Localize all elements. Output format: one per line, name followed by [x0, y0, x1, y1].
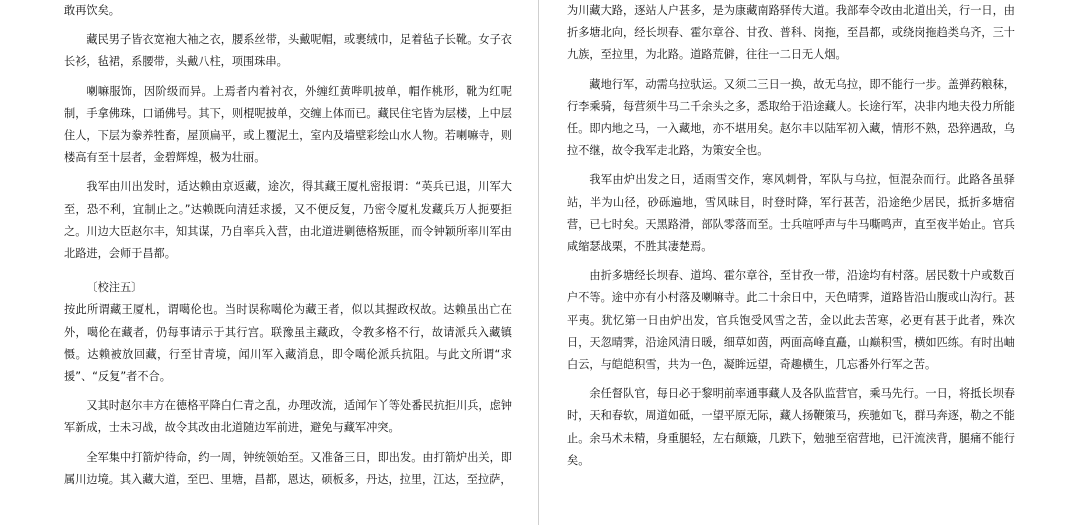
note-title: 〔校注五〕	[86, 281, 143, 295]
paragraph: 藏民男子皆衣宽袍大袖之衣，腰系丝带，头戴呢帽，或裹绒巾，足着毡子长靴。女子衣长衫，毡裙，系腰带，头戴八柱，项围珠串。	[64, 33, 512, 69]
paragraph: 敢再饮矣。	[64, 4, 120, 17]
page-divider	[538, 0, 539, 525]
note-text: 按此所谓藏王厦札，谓噶伦也。当时误称噶伦为藏王者，似以其握政权故。达赖虽出亡在外，噶伦在藏者，仍每事请示于其行宫。联豫虽主藏政，令教多格不行，故请派兵入藏镇慑。达赖被放回藏，行至甘青境，闻川军入藏消息，即令噶伦派兵抗阻。与此文所谓“求援”、“反复”者不合。	[64, 303, 512, 384]
paragraph: 全军集中打箭炉待命，约一周，钟统领始至。又准备三日，即出发。由打箭炉出关，即属川边境。其入藏大道，至巴、里塘，昌都，恩达，硕板多，丹达，拉里，江达，至拉萨，	[64, 450, 512, 486]
paragraph: 又其时赵尔丰方在德格平降白仁青之乱，办理改流，适闻乍丫等处番民抗拒川兵，虑钟军新成，士未习战，故令其改由北道随边军前进，避免与藏军冲突。	[64, 399, 512, 435]
right-page	[567, 0, 1015, 479]
paragraph: 由折多塘经长坝春、道坞、霍尔章谷，至甘孜一带，沿途均有村落。居民数十户或数百户不等。途中亦有小村落及喇嘛寺。此二十余日中，天色晴霁，道路皆沿山腹或山沟行。甚平夷。犹忆第一日由炉出发，官兵饱受风雪之苦，金以此去苦寒，必更有甚于此者，殊次日，天忽晴霁，沿途风清日暖，细草如茵，两面高峰直矗，山巅积雪，横如匹练。有时出岫白云，与皑皑积雪，共为一色，凝眸远望，奇趣横生，几忘番外行军之苦。	[567, 269, 1015, 372]
left-page	[64, 0, 512, 498]
paragraph: 我军由炉出发之日，适雨雪交作，寒风刺骨，军队与乌拉，恒混杂而行。此路各虽驿站，半为山径，砂砾遍地，雪风昧目，时登时降，军行甚苦，沿途绝少居民，抵折多塘宿营，已七时矣。天黑路滑，部队零落而至。士兵喧呼声与牛马嘶鸣声，直至夜半始止。官兵咸缩瑟战栗，不胜其凄楚焉。	[567, 173, 1015, 254]
paragraph: 我军由川出发时，适达赖由京返藏，途次，得其藏王厦札密报谓：“英兵已退，川军大至，恐不利，宜制止之。”达赖既向清廷求援，又不便反复，乃密令厦札发藏兵万人扼要拒之。川边大臣赵尔丰，知其谋，乃自率兵入营，由北道进剿德格叛匪，而令钟颖所率川军由北路进，会师于昌都。	[64, 180, 512, 261]
paragraph: 余任督队官，每日必于黎明前率通事藏人及各队监营官，乘马先行。一日，将抵长坝春时，天和春软，周道如砥，一望平原无际，藏人扬鞭策马，疾驰如飞，群马奔逐，勒之不能止。余马术未精，身重腿轻，左右颠簸，几跌下，勉驰至宿营地，已汗流浃背，腿痛不能行矣。	[567, 387, 1015, 467]
paragraph: 为川藏大路，逐站人户甚多，是为康藏南路驿传大道。我部奉令改由北道出关，行一日，由折多塘北向，经长坝春、霍尔章谷、甘孜、普科、岗拖，至昌都，或绕岗拖趋类乌齐，三十九族，至拉里，为北路。道路荒僻，往往一二日无人烟。	[567, 4, 1015, 62]
paragraph: 喇嘛服饰，因阶级而异。上焉者内着衬衣，外缠红黄哔叽披单，帽作桃形，靴为红呢制，手拿佛珠，口诵佛号。其下，则棍呢披单，交缠上体而已。藏民住宅皆为层楼，上中层住人，下层为豢养牲畜，屋顶扁平，或上覆泥土，室内及墙壁彩绘山水人物。若喇嘛寺，则楼高有至十层者，金碧辉煌，极为壮丽。	[64, 84, 512, 165]
paragraph: 藏地行军，动需乌拉驮运。又须二三日一换，故无乌拉，即不能行一步。盖弹药粮秣，行李乘骑，每营须牛马二千余头之多，悉取给于沿途藏人。长途行军，决非内地夫役力所能任。即内地之马，一入藏地，亦不堪用矣。赵尔丰以陆军初入藏，情形不熟，恐猝遇敌，乌拉不继，故令我军走北路，为策安全也。	[567, 77, 1015, 158]
